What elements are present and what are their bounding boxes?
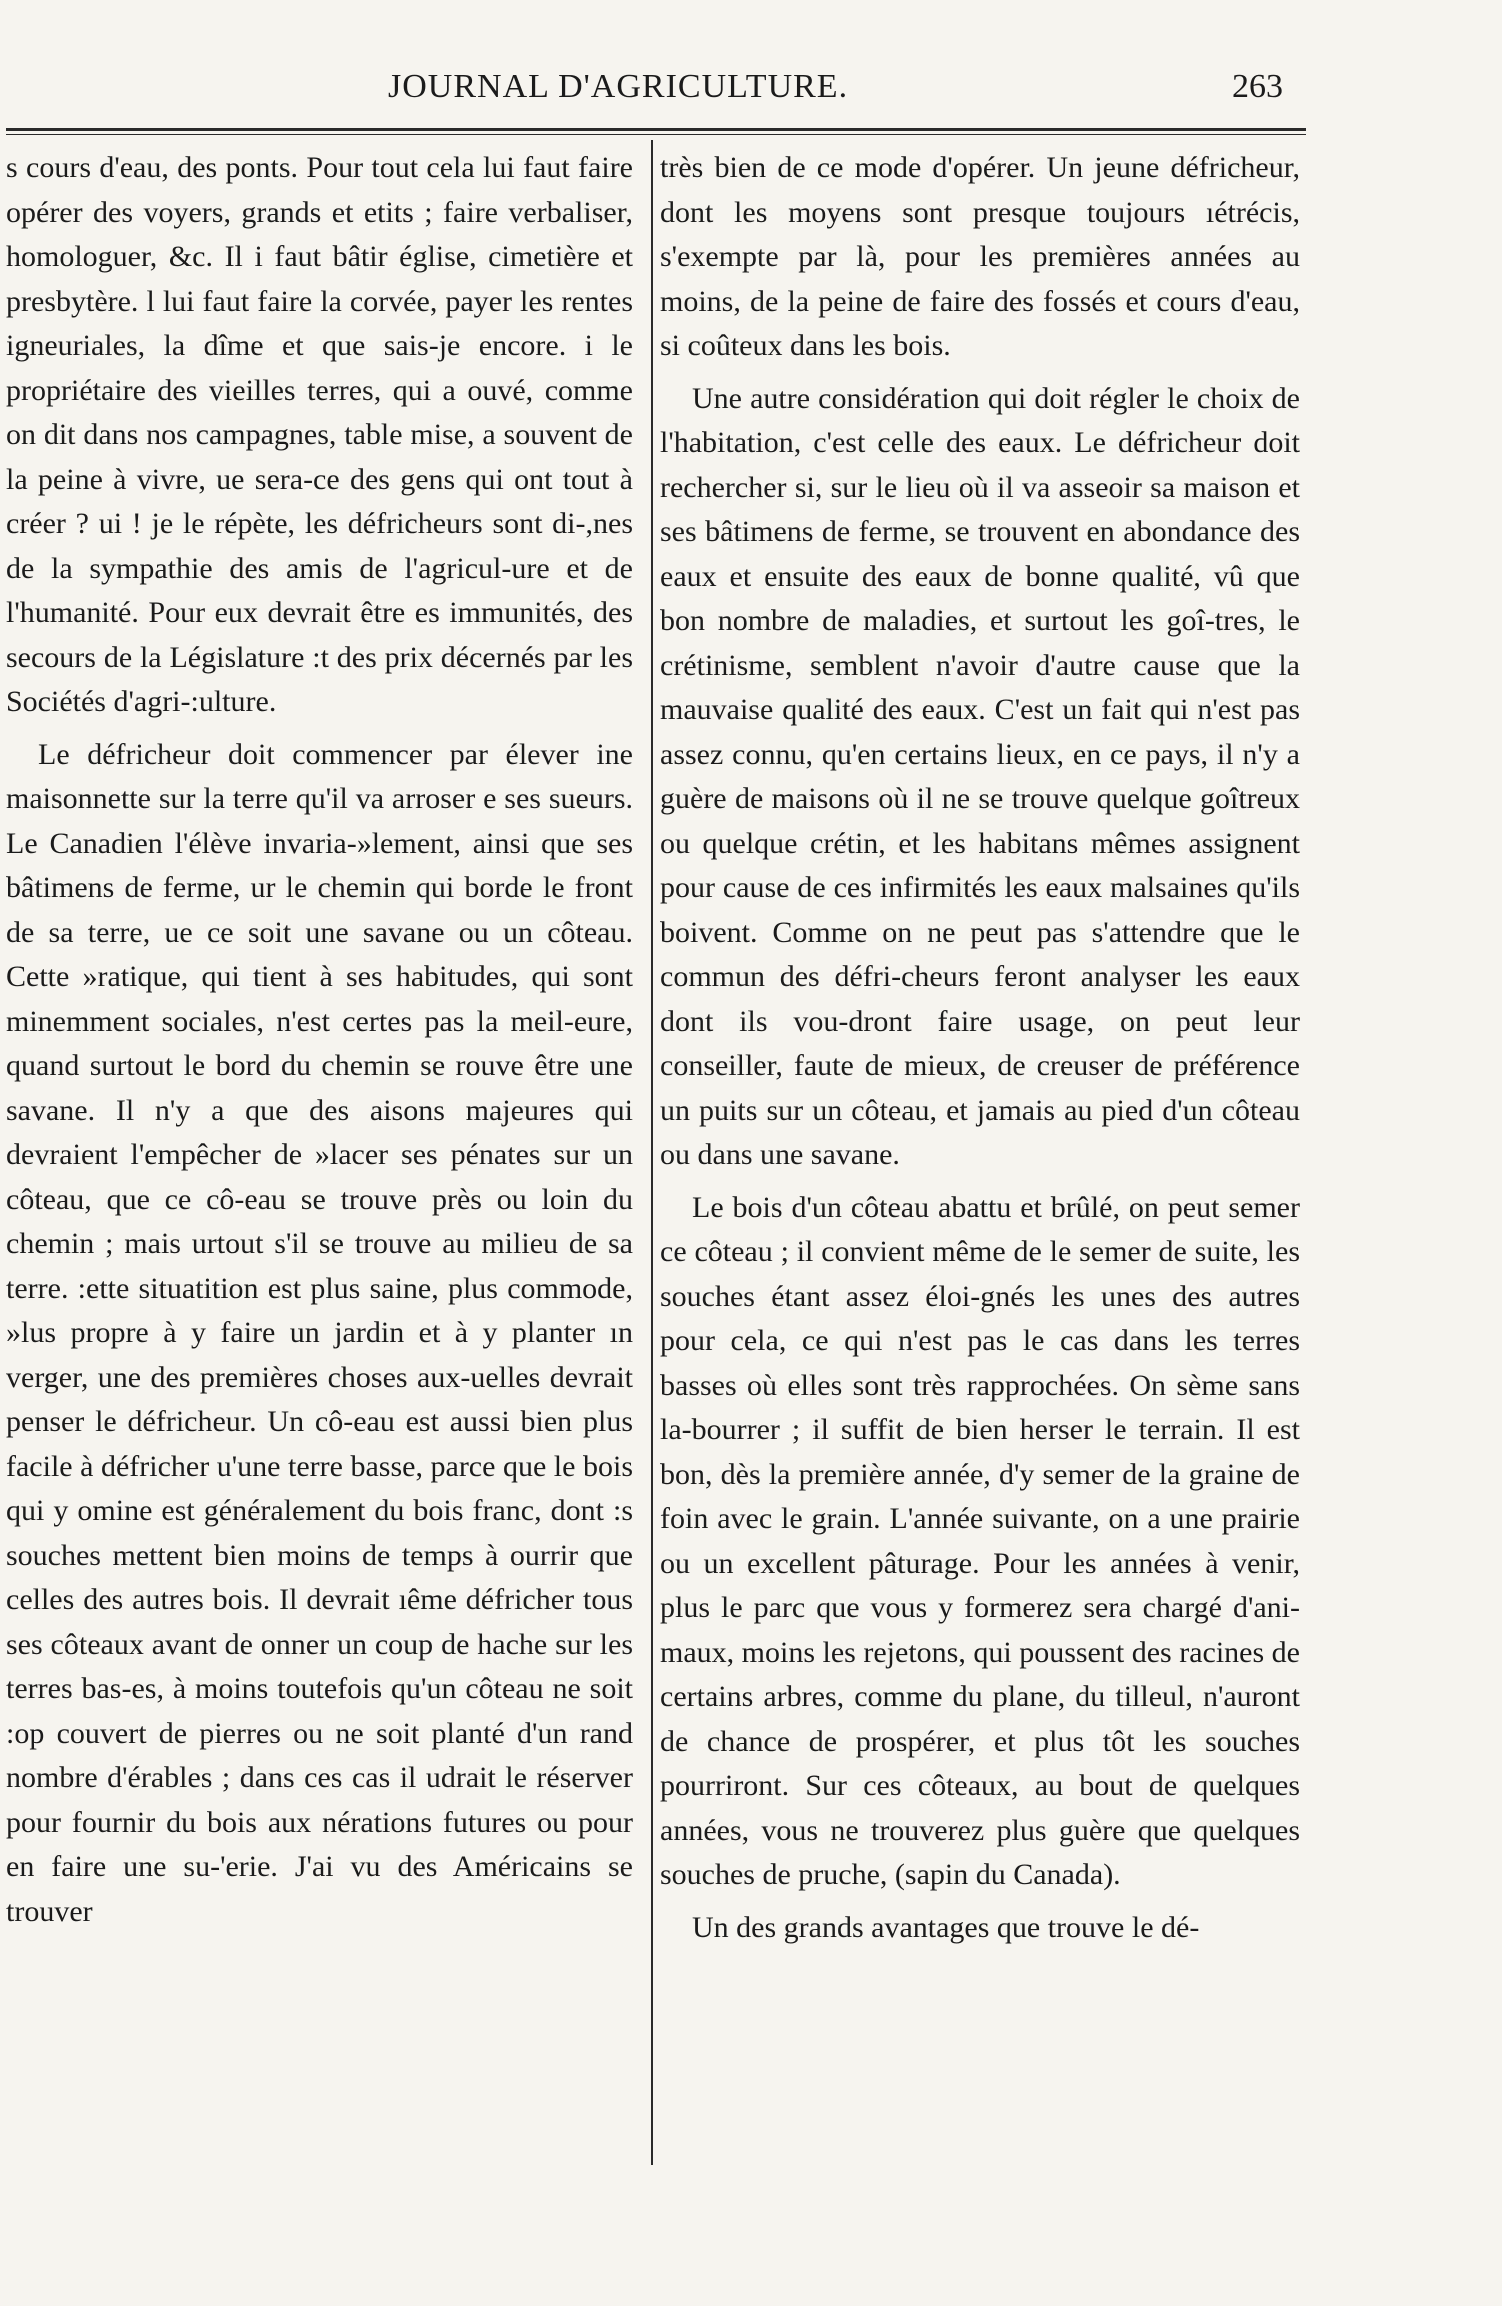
right-paragraph-2: Une autre considération qui doit régler le choix de l'habitation, c'est celle des eaux. Le défricheur doit rechercher si, sur le lieu où il va asseoir sa maison et ses bâtimens de ferme, se trouvent en abondance des eaux et ensuite des eaux de bonne qualité, vû que bon nombre de maladies, et surtout les goî-tres, le crétinisme, semblent n'avoir d'autre cause que la mauvaise qualité des eaux. C'est un fait qui n'est pas assez connu, qu'en certains lieux, en ce pays, il n'y a guère de maisons où il ne se trouve quelque goîtreux ou quelque crétin, et les habitans mêmes assignent pour cause de ces infirmités les eaux malsaines qu'ils boivent. Comme on ne peut pas s'attendre que le commun des défri-cheurs feront analyser les eaux dont ils vou-dront faire usage, on peut leur conseiller, faute de mieux, de creuser de préférence un puits sur un côteau, et jamais au pied d'un côteau ou dans une savane. (660, 381, 1300, 1171)
header-rule-thin (6, 134, 1306, 135)
left-paragraph-1: s cours d'eau, des ponts. Pour tout cela lui faut faire opérer des voyers, grands et etits ; faire verbaliser, homologuer, &c. Il i faut bâtir église, cimetière et presbytère. l lui faut faire la corvée, payer les rentes igneuriales, la dîme et que sais-je encore. i le propriétaire des vieilles terres, qui a ouvé, comme on dit dans nos campagnes, table mise, a souvent de la peine à vivre, ue sera-ce des gens qui ont tout à créer ? ui ! je le répète, les défricheurs sont di-,nes de la sympathie des amis de l'agricul-ure et de l'humanité. Pour eux devrait être es immunités, des secours de la Législature :t des prix décernés par les Sociétés d'agri-:ulture. (6, 151, 633, 718)
right-paragraph-4: Un des grands avantages que trouve le dé- (692, 1910, 1200, 1944)
right-paragraph-3: Le bois d'un côteau abattu et brûlé, on peut semer ce côteau ; il convient même de le semer de suite, les souches étant assez éloi-gnés les unes des autres pour cela, ce qui n'est pas le cas dans les terres basses où elles sont très rapprochées. On sème sans la-bourrer ; il suffit de bien herser le terrain. Il est bon, dès la première année, d'y semer de la graine de foin avec le grain. L'année suivante, on a une prairie ou un excellent pâturage. Pour les années à venir, plus le parc que vous y formerez sera chargé d'ani-maux, moins les rejetons, qui poussent des racines de certains arbres, comme du plane, du tilleul, n'auront de chance de prospérer, et plus tôt les souches pourriront. Sur ces côteaux, au bout de quelques années, vous ne trouverez plus guère que quelques souches de pruche, (sapin du Canada). (660, 1190, 1300, 1891)
page-header (0, 60, 1502, 120)
left-paragraph-2: Le défricheur doit commencer par élever ine maisonnette sur la terre qu'il va arroser e ses sueurs. Le Canadien l'élève invaria-»lement, ainsi que ses bâtimens de ferme, ur le chemin qui borde le front de sa terre, ue ce soit une savane ou un côteau. Cette »ratique, qui tient à ses habitudes, qui sont minemment sociales, n'est certes pas la meil-eure, quand surtout le bord du chemin se rouve être une savane. Il n'y a que des aisons majeures qui devraient l'empêcher de »lacer ses pénates sur un côteau, que ce cô-eau se trouve près ou loin du chemin ; mais urtout s'il se trouve au milieu de sa terre. :ette situatition est plus saine, plus commode, »lus propre à y faire un jardin et à y planter ın verger, une des premières choses aux-uelles devrait penser le défricheur. Un cô-eau est aussi bien plus facile à défricher u'une terre basse, parce que le bois qui y omine est généralement du bois franc, dont :s souches mettent bien moins de temps à ourrir que celles des autres bois. Il devrait ıême défricher tous ses côteaux avant de onner un coup de hache sur les terres bas-es, à moins toutefois qu'un côteau ne soit :op couvert de pierres ou ne soit planté d'un rand nombre d'érables ; dans ces cas il udrait le réserver pour fournir du bois aux nérations futures ou pour en faire une su-'erie. J'ai vu des Américains se trouver (6, 737, 633, 1928)
page-number: 263 (1232, 68, 1283, 105)
header-rule (6, 128, 1306, 131)
right-paragraph-1: très bien de ce mode d'opérer. Un jeune défricheur, dont les moyens sont presque toujours ıétrécis, s'exempte par là, pour les premières années au moins, de la peine de faire des fossés et cours d'eau, si coûteux dans les bois. (660, 151, 1300, 362)
column-divider (651, 140, 653, 2165)
left-column (6, 146, 633, 2176)
right-column (660, 146, 1300, 2176)
running-title: JOURNAL D'AGRICULTURE. (388, 68, 849, 105)
